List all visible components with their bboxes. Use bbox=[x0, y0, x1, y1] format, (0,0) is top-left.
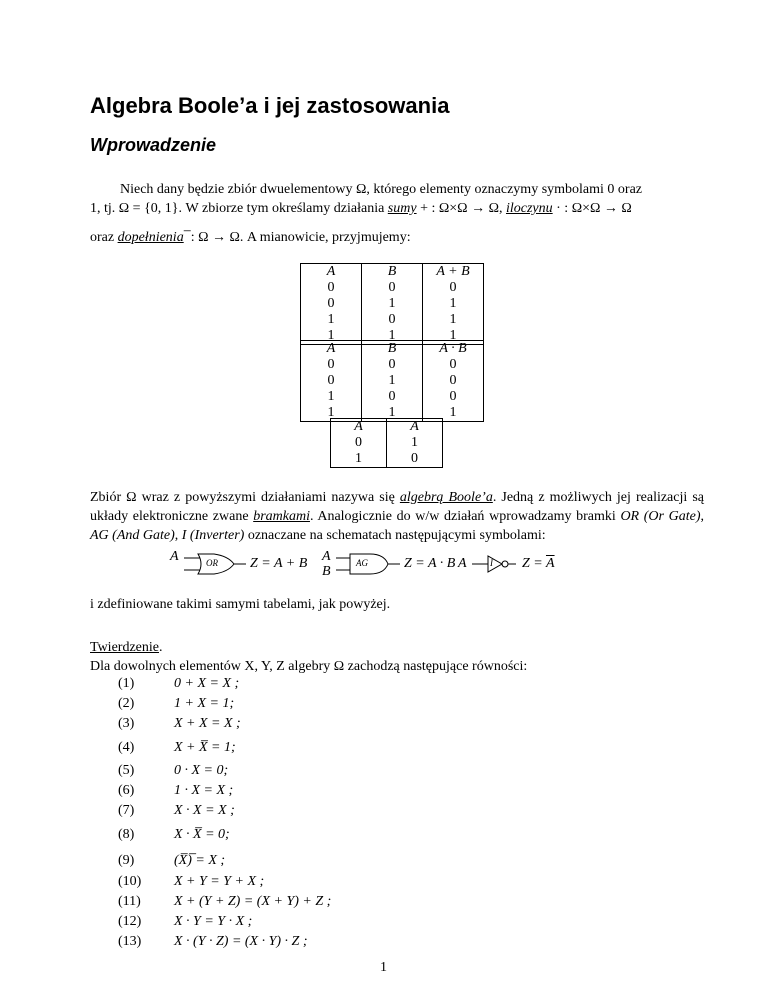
table-cell: 0 bbox=[423, 357, 484, 373]
p2-a: Zbiór Ω wraz z powyższymi działaniami nazywa się bbox=[90, 490, 400, 505]
sum-header-b: B bbox=[362, 264, 423, 281]
table-cell: 1 bbox=[423, 296, 484, 312]
table-cell: 1 bbox=[362, 296, 423, 312]
intro-line-2-c: · : Ω×Ω → Ω bbox=[552, 201, 632, 216]
page-title: Algebra Boole’a i jej zastosowania bbox=[90, 93, 450, 118]
theorem-intro: Dla dowolnych elementów X, Y, Z algebry Ω zachodzą następujące równości: bbox=[90, 659, 528, 674]
table-cell: 1 bbox=[301, 328, 362, 345]
sum-header-result: A + B bbox=[423, 264, 484, 281]
and-gate-symbol bbox=[336, 554, 400, 574]
term-algebra-boolea: algebrą Boole’a bbox=[399, 490, 493, 505]
table-cell: 1 bbox=[301, 389, 362, 405]
intro-line-2-b: + : Ω×Ω → Ω, bbox=[416, 201, 506, 216]
item-equation: X · (Y · Z) = (X · Y) · Z ; bbox=[174, 934, 308, 949]
item-equation: 0 + X = X ; bbox=[174, 676, 240, 691]
table-cell: 0 bbox=[423, 389, 484, 405]
item-number: (11) bbox=[118, 894, 141, 909]
inv-output-label bbox=[522, 556, 555, 572]
item-number: (10) bbox=[118, 874, 142, 889]
sum-truth-table bbox=[300, 263, 484, 345]
prod-header-b: B bbox=[362, 341, 423, 358]
inv-output-a: $\overline{A}$ bbox=[545, 556, 555, 571]
item-number: (4) bbox=[118, 740, 135, 755]
table-cell: 0 bbox=[362, 280, 423, 296]
term-or-gate: OR (Or Gate) bbox=[620, 509, 701, 524]
p2-c: . Analogicznie do w/w działań wprowadzamy bramki bbox=[309, 509, 621, 524]
item-equation: X · X̅ = 0; bbox=[174, 827, 230, 842]
prod-header-result: A · B bbox=[423, 341, 484, 358]
table-cell: 1 bbox=[423, 405, 484, 422]
p2-d: , bbox=[700, 509, 704, 524]
and-output-label: Z = A · B bbox=[404, 556, 456, 571]
and-input-a-label: A bbox=[322, 549, 331, 564]
item-number: (7) bbox=[118, 803, 135, 818]
inv-gate-label: I bbox=[490, 558, 493, 568]
not-truth-table bbox=[330, 418, 443, 468]
item-equation: X · Y = Y · X ; bbox=[174, 914, 253, 929]
item-equation: 1 + X = 1; bbox=[174, 696, 235, 711]
table-cell: 0 bbox=[331, 435, 387, 451]
term-dopelnienia: dopełnienia bbox=[117, 230, 184, 245]
table-cell: 0 bbox=[387, 451, 443, 468]
not-header-result: $\overline{A}$ bbox=[387, 419, 443, 436]
intro-line-1: Niech dany będzie zbiór dwuelementowy Ω, którego elementy oznaczymy symbolami 0 oraz bbox=[120, 182, 643, 197]
intro-line-3-b: ̅ : Ω → Ω. A mianowicie, przyjmujemy: bbox=[183, 230, 411, 245]
p2-b: . Jedną z możliwych jej realizacji są układy elektroniczne zwane bbox=[90, 490, 705, 524]
table-cell: 1 bbox=[362, 405, 423, 422]
product-truth-table bbox=[300, 340, 484, 422]
item-number: (1) bbox=[118, 676, 135, 691]
or-output-label: Z = A + B bbox=[250, 556, 308, 571]
or-gate-label: OR bbox=[206, 558, 218, 568]
intro-line-3-a: oraz bbox=[90, 230, 118, 245]
intro-line-2 bbox=[90, 199, 632, 218]
table-cell: 1 bbox=[362, 328, 423, 345]
item-equation: X + X = X ; bbox=[174, 716, 241, 731]
item-equation: X + Y = Y + X ; bbox=[174, 874, 265, 889]
table-cell: 1 bbox=[331, 451, 387, 468]
intro-line-3 bbox=[90, 228, 411, 247]
term-bramkami: bramkami bbox=[253, 509, 310, 524]
table-cell: 0 bbox=[301, 357, 362, 373]
and-gate-label: AG bbox=[356, 558, 368, 568]
item-number: (13) bbox=[118, 934, 142, 949]
item-equation: (X̅)̅ = X ; bbox=[174, 853, 226, 868]
term-iloczynu: iloczynu bbox=[505, 201, 553, 216]
table-cell: 1 bbox=[362, 373, 423, 389]
item-number: (12) bbox=[118, 914, 142, 929]
term-inverter: I (Inverter) bbox=[181, 528, 245, 543]
table-cell: 0 bbox=[301, 373, 362, 389]
item-equation: 0 · X = 0; bbox=[174, 763, 229, 778]
gates-note: i zdefiniowane takimi samymi tabelami, jak powyżej. bbox=[90, 597, 391, 612]
term-sumy: sumy bbox=[387, 201, 417, 216]
algebra-paragraph bbox=[90, 488, 704, 545]
inv-input-label: A bbox=[458, 556, 467, 571]
page-number: 1 bbox=[380, 960, 387, 975]
inv-output-z: Z = bbox=[522, 556, 546, 571]
intro-line-2-a: 1, tj. Ω = {0, 1}. W zbiorze tym określamy działania bbox=[90, 201, 388, 216]
item-equation: X + X̅ = 1; bbox=[174, 740, 236, 755]
table-cell: 0 bbox=[301, 296, 362, 312]
theorem-heading-dot: . bbox=[158, 640, 163, 655]
theorem-heading-text: Twierdzenie bbox=[90, 640, 159, 655]
p2-e: , bbox=[174, 528, 182, 543]
table-cell: 0 bbox=[301, 280, 362, 296]
or-input-label: A bbox=[170, 549, 179, 564]
term-and-gate: AG (And Gate) bbox=[90, 528, 175, 543]
theorem-heading bbox=[90, 638, 162, 657]
table-cell: 0 bbox=[423, 373, 484, 389]
item-number: (2) bbox=[118, 696, 135, 711]
item-equation: X · X = X ; bbox=[174, 803, 235, 818]
item-equation: 1 · X = X ; bbox=[174, 783, 234, 798]
table-cell: 0 bbox=[362, 312, 423, 328]
not-header-a: A bbox=[331, 419, 387, 436]
table-cell: 0 bbox=[362, 389, 423, 405]
gate-symbols bbox=[170, 548, 590, 584]
table-cell: 1 bbox=[301, 312, 362, 328]
table-cell: 1 bbox=[301, 405, 362, 422]
section-heading: Wprowadzenie bbox=[90, 135, 217, 155]
and-input-b-label: B bbox=[322, 564, 331, 579]
item-number: (3) bbox=[118, 716, 135, 731]
table-cell: 0 bbox=[362, 357, 423, 373]
item-number: (9) bbox=[118, 853, 135, 868]
item-number: (8) bbox=[118, 827, 135, 842]
item-number: (5) bbox=[118, 763, 135, 778]
p2-f: oznaczane na schematach następującymi symbolami: bbox=[244, 528, 546, 543]
prod-header-a: A bbox=[301, 341, 362, 358]
table-cell: 1 bbox=[387, 435, 443, 451]
inverter-symbol bbox=[472, 556, 516, 572]
table-cell: 1 bbox=[423, 312, 484, 328]
table-cell: 1 bbox=[423, 328, 484, 345]
table-cell: 0 bbox=[423, 280, 484, 296]
item-number: (6) bbox=[118, 783, 135, 798]
sum-header-a: A bbox=[301, 264, 362, 281]
item-equation: X + (Y + Z) = (X + Y) + Z ; bbox=[174, 894, 332, 909]
